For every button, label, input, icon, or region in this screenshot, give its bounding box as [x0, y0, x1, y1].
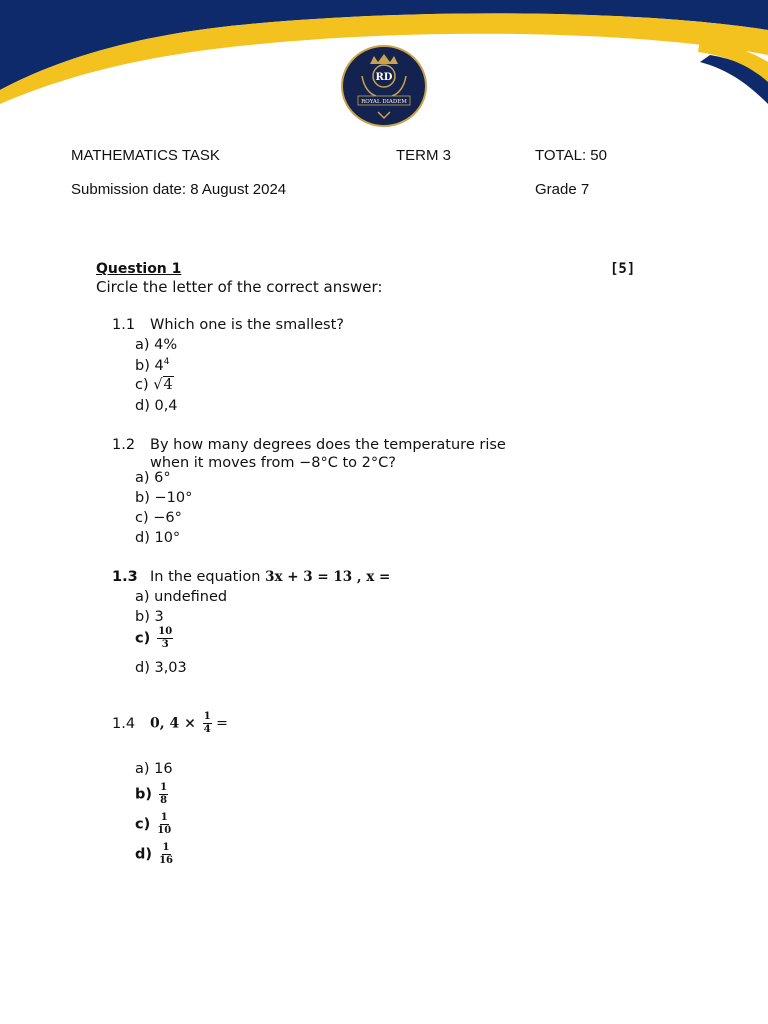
- option-1-1-d[interactable]: [135, 398, 178, 414]
- option-label: c): [135, 816, 156, 833]
- logo-name: ROYAL DIADEM: [361, 99, 407, 105]
- option-1-3-b[interactable]: b) 3: [135, 609, 164, 625]
- option-1-4-a[interactable]: a) 16: [135, 761, 173, 777]
- option-1-1-c[interactable]: [135, 377, 174, 393]
- option-1-2-a[interactable]: a) 6°: [135, 470, 171, 486]
- option-1-3-d[interactable]: d) 3,03: [135, 660, 187, 676]
- option-label: b) 4: [135, 357, 164, 374]
- option-label: a) 4%: [135, 337, 178, 353]
- question-instruction: Circle the letter of the correct answer:: [96, 278, 383, 296]
- fraction: [159, 783, 168, 806]
- submission-date: Submission date: 8 August 2024: [71, 181, 287, 198]
- denominator: 8: [160, 795, 168, 806]
- question-text-line1: By how many degrees does the temperature rise: [150, 437, 506, 453]
- numerator: 1: [160, 812, 168, 823]
- option-1-2-d[interactable]: d) 10°: [135, 530, 181, 546]
- question-1-3: [112, 569, 390, 585]
- question-text: In the equation: [150, 569, 266, 585]
- sqrt-symbol: √: [153, 377, 163, 393]
- grade-label: Grade 7: [535, 181, 590, 198]
- option-label: b): [135, 786, 158, 803]
- option-label: d) 0,4: [135, 398, 178, 414]
- task-title: MATHEMATICS TASK: [71, 147, 220, 164]
- question-text-line2: when it moves from −8°C to 2°C?: [150, 455, 396, 471]
- question-number: 1.3: [112, 569, 138, 585]
- royal-diadem-logo: [340, 44, 428, 128]
- question-title: Question 1: [96, 261, 182, 277]
- question-number: 1.2: [112, 437, 136, 453]
- radicand: 4: [163, 377, 173, 393]
- option-1-3-a[interactable]: a) undefined: [135, 589, 228, 605]
- option-1-4-c[interactable]: [135, 813, 171, 836]
- option-label: c): [135, 630, 156, 647]
- option-1-2-b[interactable]: b) −10°: [135, 490, 193, 506]
- expression-left: 0, 4 ×: [150, 715, 201, 732]
- term-label: TERM 3: [396, 147, 452, 164]
- denominator: 4: [203, 724, 211, 735]
- question-text: Which one is the smallest?: [150, 317, 344, 333]
- fraction: [157, 627, 173, 650]
- fraction: [159, 843, 173, 866]
- numerator: 1: [203, 711, 211, 722]
- option-1-2-c[interactable]: c) −6°: [135, 510, 182, 526]
- option-1-3-c[interactable]: [135, 627, 173, 650]
- numerator: 1: [160, 782, 168, 793]
- question-1-1: [112, 317, 344, 333]
- denominator: 10: [157, 825, 172, 836]
- expression-right: =: [211, 715, 228, 732]
- option-1-1-b[interactable]: [135, 357, 169, 374]
- option-1-4-b[interactable]: [135, 783, 168, 806]
- denominator: 16: [159, 855, 173, 866]
- option-1-1-a[interactable]: [135, 337, 177, 353]
- equation: 3x + 3 = 13 , x =: [265, 569, 391, 585]
- option-label: d): [135, 846, 158, 863]
- denominator: 3: [161, 639, 169, 650]
- question-1-4: [112, 712, 228, 735]
- question-marks: [5]: [610, 261, 636, 277]
- exponent: 4: [163, 357, 170, 367]
- question-1-2: [112, 437, 506, 453]
- numerator: 10: [158, 626, 173, 637]
- numerator: 1: [162, 842, 170, 853]
- question-number: 1.1: [112, 317, 136, 333]
- question-number: 1.4: [112, 715, 136, 732]
- option-1-4-d[interactable]: [135, 843, 173, 866]
- fraction: [157, 813, 171, 836]
- logo-monogram: RD: [375, 72, 393, 83]
- total-marks: TOTAL: 50: [535, 147, 607, 164]
- option-label: c): [135, 377, 154, 393]
- expression-fraction: [203, 712, 212, 735]
